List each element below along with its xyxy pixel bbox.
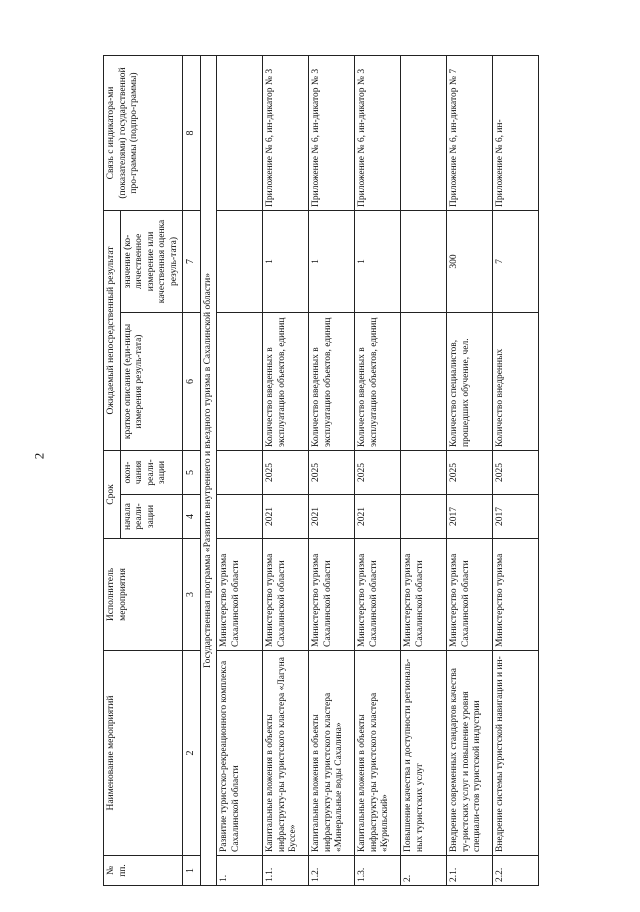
- header-result: Ожидаемый непосредственный результат: [104, 210, 121, 450]
- indicator-link: Приложение № 6, ин-дикатор № 3: [355, 55, 401, 210]
- measure-name: Капитальные вложения в объекты инфраструкту-ры туристского кластера «Курильский»: [355, 651, 401, 856]
- header-executor: Исполнитель мероприятия: [104, 539, 183, 651]
- result-value: [401, 210, 447, 312]
- indicator-link: Приложение № 6, ин-дикатор № 3: [309, 55, 355, 210]
- row-number: 1.2.: [309, 856, 355, 886]
- header-result-desc: краткое описание (еди-ницы измерения резуль-тата): [120, 312, 183, 450]
- page-number: 2: [31, 452, 47, 460]
- row-number: 2.1.: [447, 856, 493, 886]
- column-number: 3: [183, 539, 200, 651]
- row-number: 2.2.: [493, 856, 539, 886]
- header-no: № пп.: [104, 856, 183, 886]
- end-year: [217, 450, 263, 494]
- row-number: 2.: [401, 856, 447, 886]
- result-value: [217, 210, 263, 312]
- start-year: 2017: [493, 495, 539, 539]
- end-year: [401, 450, 447, 494]
- end-year: 2025: [447, 450, 493, 494]
- end-year: 2025: [263, 450, 309, 494]
- column-number: 6: [183, 312, 200, 450]
- start-year: [401, 495, 447, 539]
- table-row: [447, 55, 493, 885]
- start-year: [217, 495, 263, 539]
- program-title: Государственная программа «Развитие внутреннего и въездного туризма в Сахалинской области»: [200, 55, 217, 885]
- measure-name: Развитие туристско-рекреационного комплекса Сахалинской области: [217, 651, 263, 856]
- header-name: Наименование мероприятий: [104, 651, 183, 856]
- end-year: 2025: [309, 450, 355, 494]
- table-row: [401, 55, 447, 885]
- start-year: 2021: [263, 495, 309, 539]
- executor: Министерство туризма Сахалинской области: [309, 539, 355, 651]
- executor: Министерство туризма Сахалинской области: [401, 539, 447, 651]
- executor: Министерство туризма Сахалинской области: [447, 539, 493, 651]
- result-description: Количество введенных в эксплуатацию объектов, единиц: [355, 312, 401, 450]
- indicator-link: [401, 55, 447, 210]
- indicator-link: Приложение № 6, ин-дикатор № 3: [263, 55, 309, 210]
- header-term-end: окон-чания реали-зации: [120, 450, 183, 494]
- program-title-row: [200, 55, 217, 885]
- column-number: 5: [183, 450, 200, 494]
- measure-name: Внедрение системы туристской навигации и ин-: [493, 651, 539, 856]
- result-description: Количество специалистов, прошедших обучение, чел.: [447, 312, 493, 450]
- executor: Министерство туризма Сахалинской области: [263, 539, 309, 651]
- measure-name: Повышение качества и доступности региональ-ных туристских услуг: [401, 651, 447, 856]
- column-number: 2: [183, 651, 200, 856]
- indicator-link: [217, 55, 263, 210]
- start-year: 2021: [309, 495, 355, 539]
- table-row: [217, 55, 263, 885]
- table-row: [309, 55, 355, 885]
- result-description: Количество внедренных: [493, 312, 539, 450]
- table-row: [355, 55, 401, 885]
- measure-name: Капитальные вложения в объекты инфраструкту-ры туристского кластера «Лагуна Буссе»: [263, 651, 309, 856]
- result-description: [217, 312, 263, 450]
- indicator-link: Приложение № 6, ин-дикатор № 7: [447, 55, 493, 210]
- result-description: Количество введенных в эксплуатацию объектов, единиц: [263, 312, 309, 450]
- end-year: 2025: [493, 450, 539, 494]
- start-year: 2017: [447, 495, 493, 539]
- column-number: 7: [183, 210, 200, 312]
- result-value: 300: [447, 210, 493, 312]
- executor: Министерство туризма Сахалинской области: [217, 539, 263, 651]
- result-description: Количество введенных в эксплуатацию объектов, единиц: [309, 312, 355, 450]
- result-value: 1: [309, 210, 355, 312]
- column-number: 4: [183, 495, 200, 539]
- table-row: [263, 55, 309, 885]
- measures-table: [103, 55, 539, 886]
- header-term-start: начала реали-зации: [120, 495, 183, 539]
- rotated-document: [103, 56, 633, 886]
- header-term: Срок: [104, 450, 121, 538]
- column-number: 8: [183, 55, 200, 210]
- result-value: 1: [263, 210, 309, 312]
- measure-name: Капитальные вложения в объекты инфраструкту-ры туристского кластера «Минеральные воды Сахалина»: [309, 651, 355, 856]
- header-link: Связь с индикатора-ми (показателями) государственной про-граммы (подпро-граммы): [104, 55, 183, 210]
- result-description: [401, 312, 447, 450]
- end-year: 2025: [355, 450, 401, 494]
- start-year: 2021: [355, 495, 401, 539]
- measure-name: Внедрение современных стандартов качества ту-ристских услуг и повышение уровня специали-стов туристской индустрии: [447, 651, 493, 856]
- row-number: 1.1.: [263, 856, 309, 886]
- executor: Министерство туризма Сахалинской области: [355, 539, 401, 651]
- result-value: 1: [355, 210, 401, 312]
- indicator-link: Приложение № 6, ин-: [493, 55, 539, 210]
- executor: Министерство туризма: [493, 539, 539, 651]
- row-number: 1.3.: [355, 856, 401, 886]
- column-number: 1: [183, 856, 200, 886]
- result-value: 7: [493, 210, 539, 312]
- header-result-value: значение (ко-личественное измерение или качественная оценка резуль-тата): [120, 210, 183, 312]
- column-number-row: [183, 55, 200, 885]
- table-row: [493, 55, 539, 885]
- row-number: 1.: [217, 856, 263, 886]
